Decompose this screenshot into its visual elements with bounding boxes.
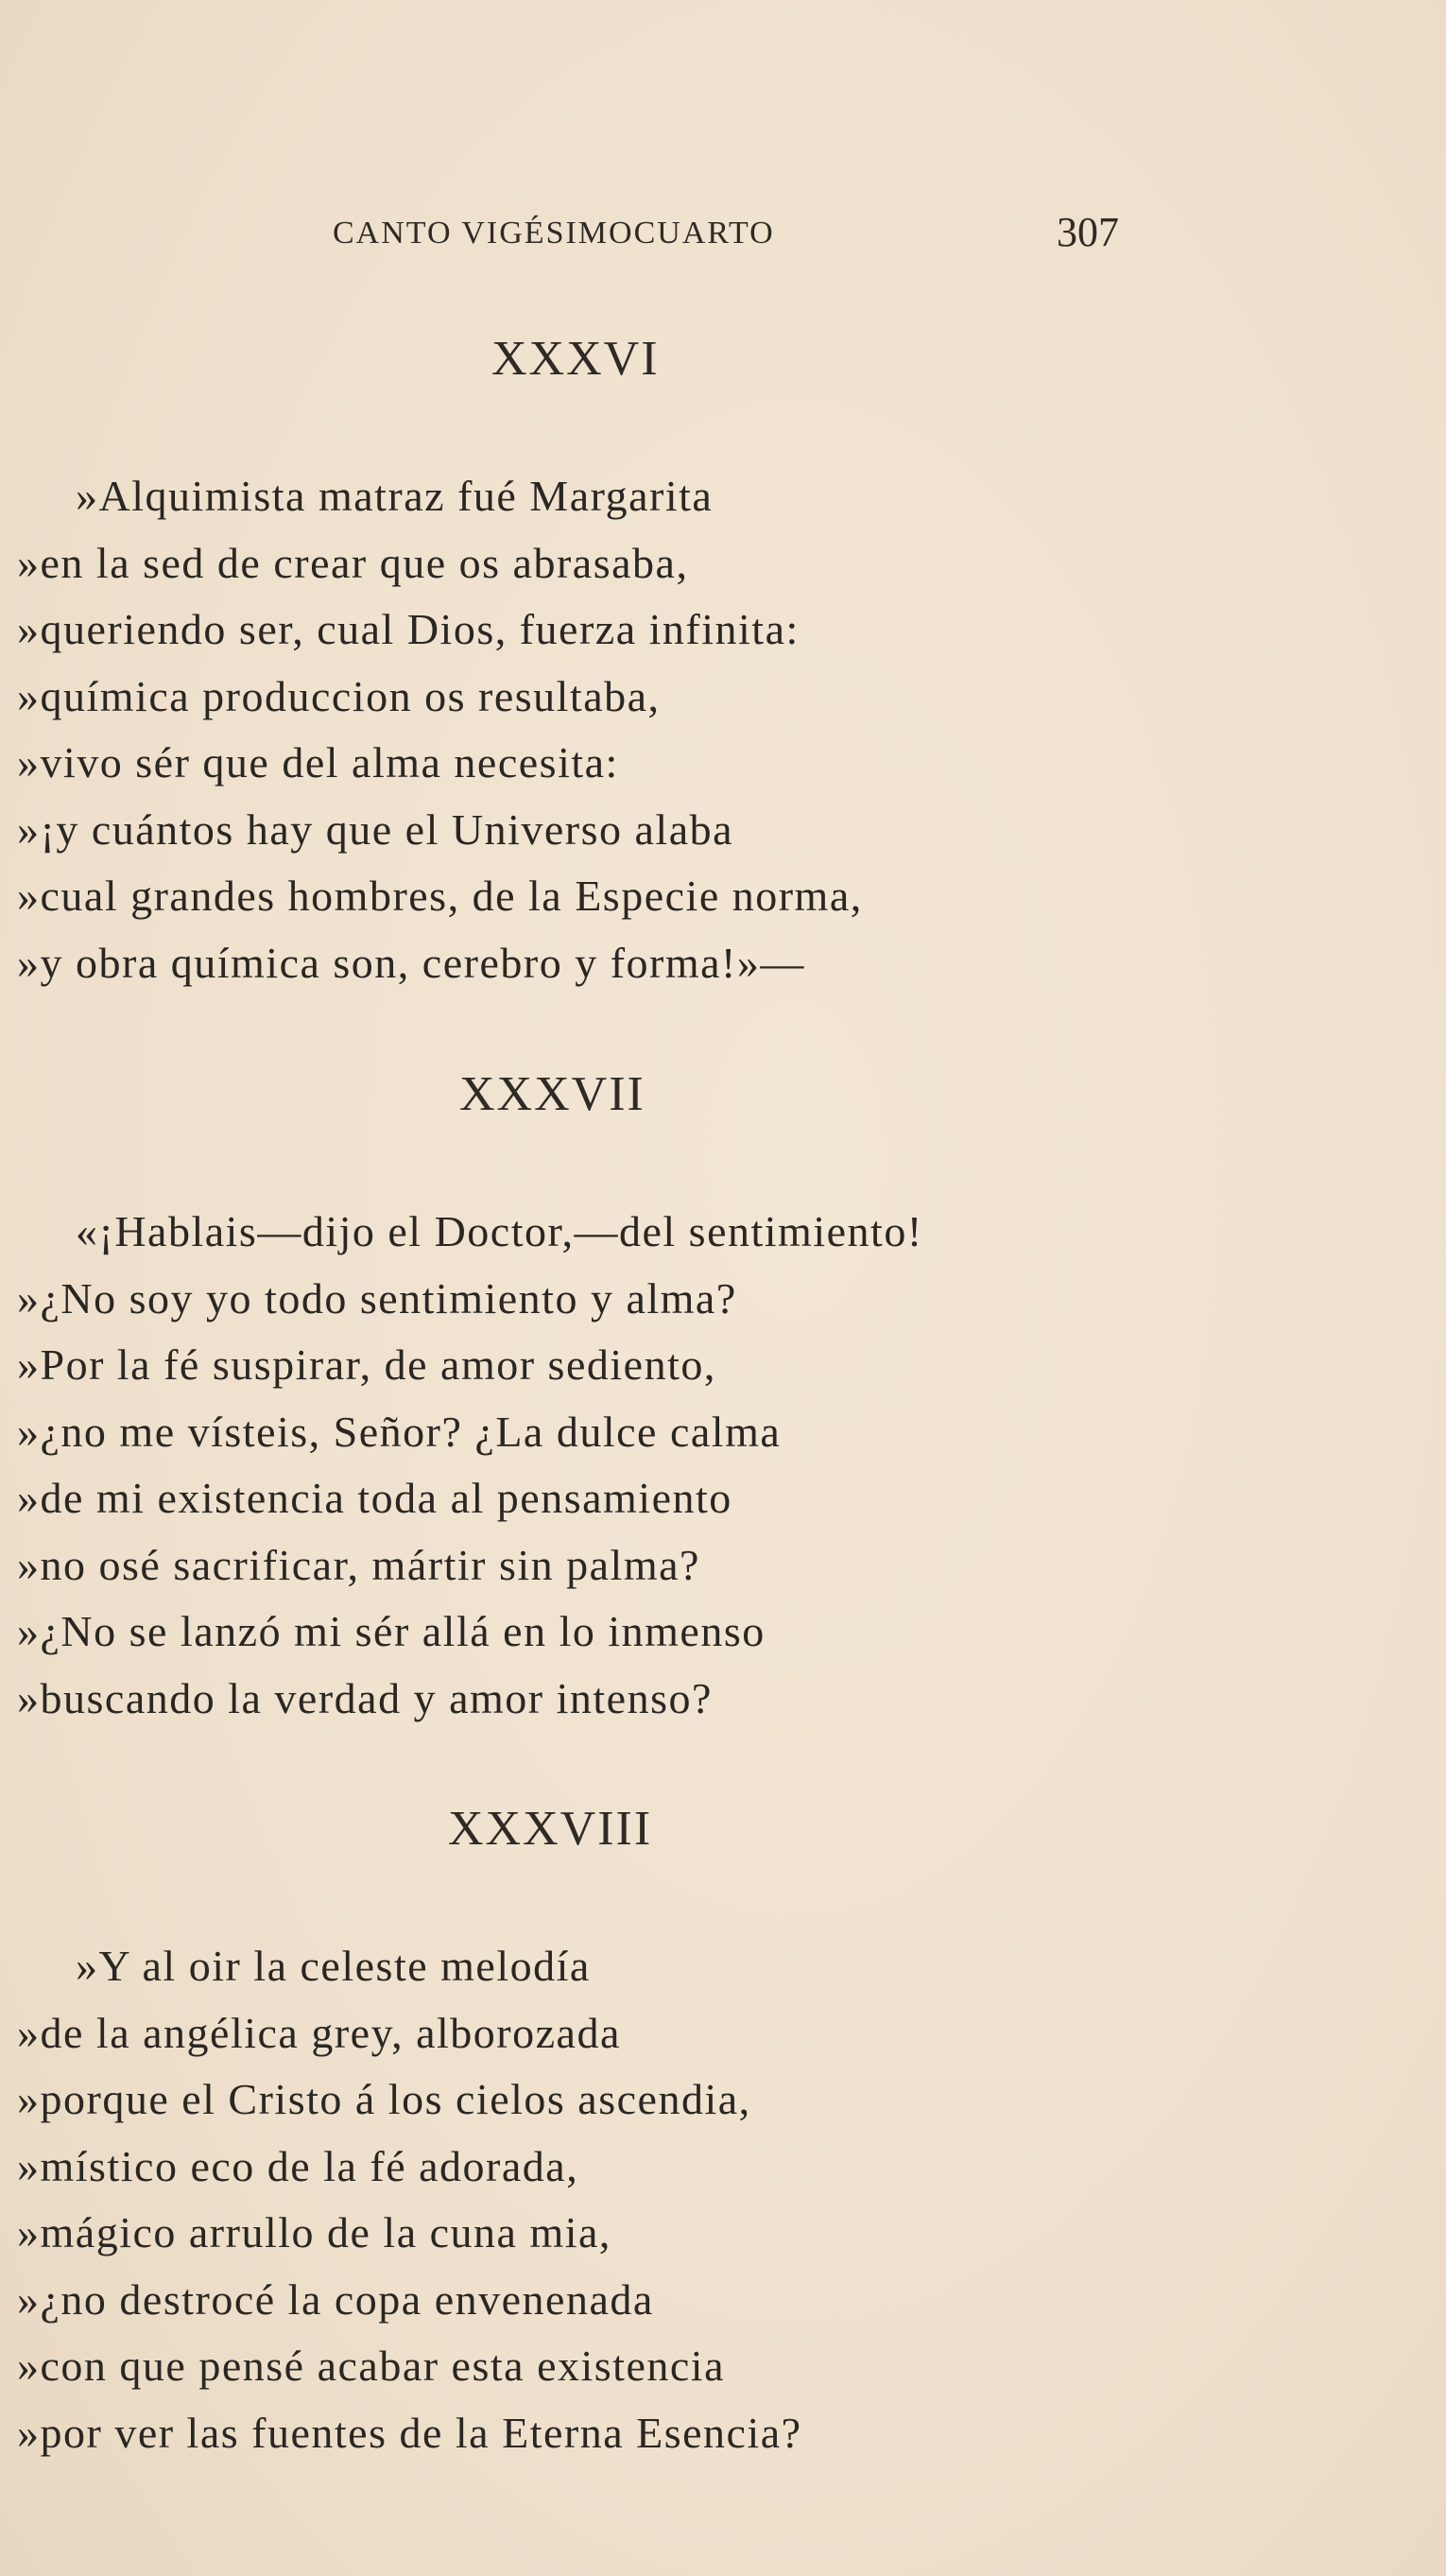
verse-line: »místico eco de la fé adorada, xyxy=(17,2141,579,2190)
verse-line: »¿no destrocé la copa envenenada xyxy=(17,2274,654,2324)
stanza-number-xxxvii: XXXVII xyxy=(459,1067,646,1121)
verse-line: »Y al oir la celeste melodía xyxy=(76,1942,591,1990)
stanza-xxxvi xyxy=(17,463,863,996)
verse-line: »¿No soy yo todo sentimiento y alma? xyxy=(17,1273,737,1323)
stanza-number-xxxvi: XXXVI xyxy=(491,332,660,386)
verse-line: »química produccion os resultaba, xyxy=(17,671,661,720)
verse-line: »en la sed de crear que os abrasaba, xyxy=(17,538,689,587)
running-title: CANTO VIGÉSIMOCUARTO xyxy=(333,216,775,251)
verse-line: »y obra química son, cerebro y forma!»— xyxy=(17,938,805,987)
verse-line: »¿No se lanzó mi sér allá en lo inmenso xyxy=(17,1607,766,1655)
verse-line: »Alquimista matraz fué Margarita xyxy=(76,472,714,520)
verse-line: »¿no me vísteis, Señor? ¿La dulce calma xyxy=(17,1407,782,1456)
stanza-xxxviii xyxy=(17,1933,802,2466)
verse-line: »con que pensé acabar esta existencia xyxy=(17,2342,725,2390)
verse-line: »porque el Cristo á los cielos ascendia, xyxy=(17,2075,751,2123)
verse-line: «¡Hablais—dijo el Doctor,—del sentimiento! xyxy=(76,1207,923,1255)
verse-line: »buscando la verdad y amor intenso? xyxy=(17,1673,713,1722)
verse-line: »de la angélica grey, alborozada xyxy=(17,2008,621,2057)
stanza-number-xxxviii: XXXVIII xyxy=(448,1802,653,1856)
verse-line: »queriendo ser, cual Dios, fuerza infinita: xyxy=(17,605,800,653)
page-number: 307 xyxy=(1057,209,1119,255)
verse-line: »no osé sacrificar, mártir sin palma? xyxy=(17,1540,700,1589)
verse-line: »¡y cuántos hay que el Universo alaba xyxy=(17,804,734,854)
verse-line: »Por la fé suspirar, de amor sediento, xyxy=(17,1340,716,1389)
verse-line: »mágico arrullo de la cuna mia, xyxy=(17,2208,611,2256)
verse-line: »cual grandes hombres, de la Especie norma, xyxy=(17,872,863,920)
verse-line: »de mi existencia toda al pensamiento xyxy=(17,1474,732,1522)
stanza-xxxvii xyxy=(17,1199,923,1732)
verse-line: »vivo sér que del alma necesita: xyxy=(17,738,619,787)
verse-line: »por ver las fuentes de la Eterna Esencia? xyxy=(17,2408,802,2457)
